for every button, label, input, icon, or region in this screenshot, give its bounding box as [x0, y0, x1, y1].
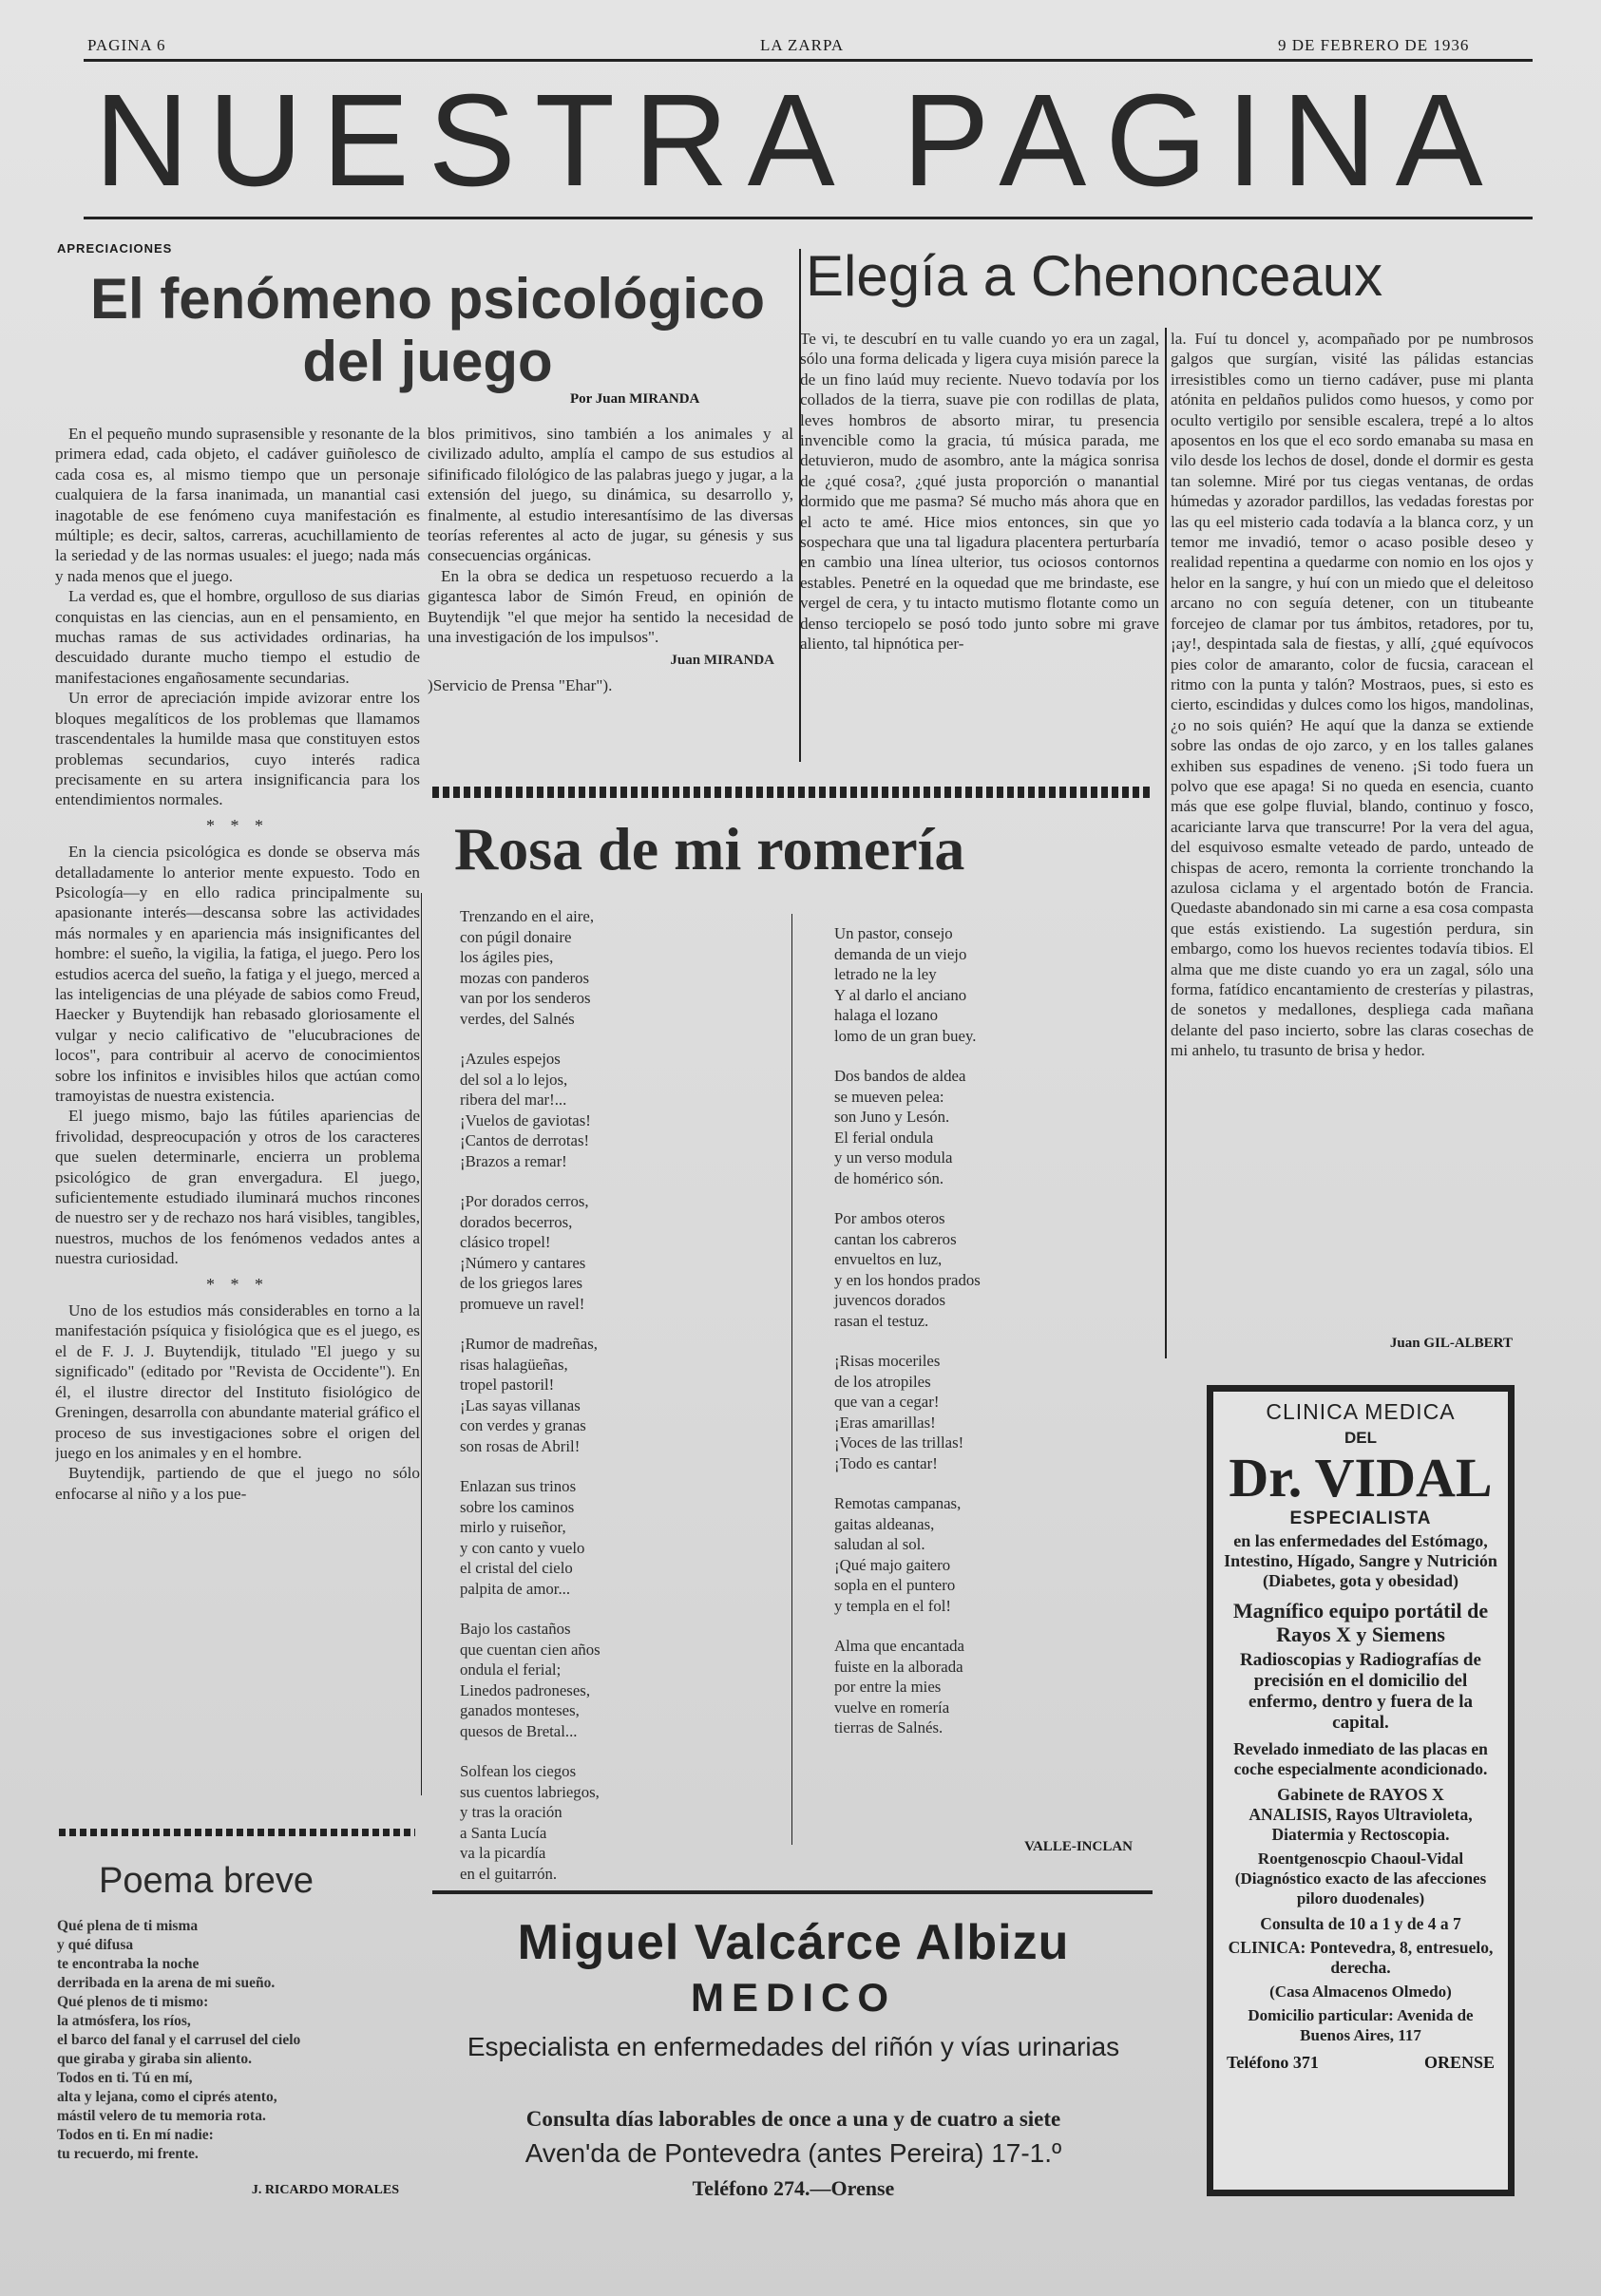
clinic-specialties: en las enfermedades del Estómago, Intestino, Hígado, Sangre y Nutrición (Diabetes, gota y obesidad) [1224, 1531, 1497, 1590]
verse-line: ribera del mar!... [460, 1091, 567, 1109]
verse-line: Trenzando en el aire, [460, 907, 595, 925]
verse-line: ¡Risas moceriles [834, 1352, 941, 1370]
verse-line: van por los senderos [460, 989, 591, 1007]
clinic-heading: CLINICA MEDICA [1266, 1399, 1456, 1424]
verse-line: Bajo los castaños [460, 1620, 571, 1638]
dashed-separator [432, 787, 1150, 798]
verse-line: ¡Eras amarillas! [834, 1413, 936, 1432]
column-divider [421, 893, 422, 1795]
verse-line: ¡Qué majo gaitero [834, 1555, 951, 1574]
ad-profession: MEDICO [691, 1975, 896, 2020]
verse-line: y en los hondos prados [834, 1270, 981, 1289]
verse-line: y con canto y vuelo [460, 1538, 585, 1557]
ad-phone: Teléfono 274.—Orense [692, 2176, 895, 2200]
verse-line: ¡Las sayas villanas [460, 1395, 581, 1414]
verse-line: sus cuentos labriegos, [460, 1782, 600, 1801]
verse-line: Y al darlo el anciano [834, 985, 967, 1004]
rosa-column-1 [460, 906, 773, 1904]
elegia-column-1: Te vi, te descubrí en tu valle cuando yo era un zagal, sólo una forma delicada y ligera cuya misión parece la de un fino laúd muy reciente. Nuevo todavía por los collados de la tierra, suave pie con rodillas de plata, leves hombros de absorto mirar, tu presencia invencible como la gracia, tú música parada, me detuvieron, mudo de asombro, ante la mágica sonrisa de ¿qué cosa?, ¿qué justa proporción o manantial dormido que me pasma? Sé mucho más ahora que en el acto te amé. Hice mios entonces, sin que yo sospechara que una tal ligadura placentera perturbaría en cambio una línea ulterior, tus ociosos contornos estables. Penetré en la oquedad que me brindaste, ese vergel de cera, y tu intacto mutismo flotante como un denso terciopelo se posó todo junto sobre mi grave aliento, tal hipnótica per- [800, 330, 1159, 654]
stanza [834, 1493, 1148, 1616]
dashed-separator [59, 1829, 415, 1836]
ad-address: Aven'da de Pontevedra (antes Pereira) 17-1.º [524, 2138, 1062, 2168]
verse-line: ¡Por dorados cerros, [460, 1192, 589, 1210]
paragraph: En la obra se dedica un respetuoso recuerdo a la gigantesca labor de Simón Freud, en opinión de Buytendijk "el que mejor ha sentido la necesidad de una investigación de los impulsos". [428, 566, 793, 647]
verse-line: cantan los cabreros [834, 1229, 957, 1248]
elegia-column-2: la. Fuí tu doncel y, acompañado por pe numbrosos galgos que surgían, visité las pálidas estancias irresistibles como un tierno cadáver, puse mi planta atónita en peldaños pulidos como huesos, y como por oculto vertigilo por sensible escalera, trepé a lo altos aposentos en los que el eco sordo emanaba su masa en vilo desde los lechos de dosel, donde el dormir es gesta tan solemne. Miré por tus ciegas ventanas, de ordas húmedas y azorador pardillos, las vedadas forestas por las qu eel misterio cada todavía a la blanca corz, y un temor me invadió, temor o acaso posible deseo y realidad repentina a quedarme con nomio en los ojos y helor en la sangre, y huí con un miedo que el deleitoso arcano no con seguía detener, con un titubeante forcejeo de clamar por tus ámbitos, retadores, por tu, ¡ay!, despintada sala de fiestas, y allí, ¿qué equívocos pies color de amaranto, color de fucsia, caracean el ritmo con la punta y talón? Mostraos, pues, si esto es cierto, escindidas y dulces como los higos, mandolinas, ¿o no sois quién? He aquí que la danza se extiende sobre las ondas de ojo zarco, y en los talles galanes exhiben sus espadines de veneno. ¡Si todo fuera un polvo que ese apaga! Si no queda en esencia, cuanto más que ese golpe fluvial, blando, continuo y fosco, acariciante larva que transcurre! Por la vera del agua, del esquivoso esmalte veteado de pardo, unteado de chispas de acero, remonta la corriente tronchando la azulosa ciclama y el argentado botón de Francia. Quedaste abandonado sin mi carne a esa cosa compasta que estás existiendo. La sugestión perdura, sin embargo, como los huevos recientes todavía tibios. El alma que me diste cuando yo era un zagal, sólo una forma, fatídico encantamiento de cresterías y pilastras, de sonetos y medallones, despliega cada mañana delante del paso incierto, sobre las claras cosechas de mi anhelo, tu trasunto de brisa y hedor. [1171, 330, 1534, 1060]
article-title: El fenómeno psicológico del juego [89, 267, 766, 393]
article-signature: Juan MIRANDA [670, 653, 774, 669]
verse-line: sopla en el puntero [834, 1576, 956, 1594]
poem-line: mástil velero de tu memoria rota. [57, 2108, 266, 2124]
verse-line: que cuentan cien años [460, 1640, 600, 1659]
poem-line: la atmósfera, los ríos, [57, 2013, 191, 2029]
paragraph: Un error de apreciación impide avizorar entre los bloques megalíticos de los problemas que llamamos trascendentales la humilde masa que constituyen estos problemas secundarios, cuyo interés radica precisamente en su artera insignificancia para los entendimientos normales. [55, 689, 420, 809]
clinic-xray-equipment: Magnífico equipo portátil de Rayos X y Siemens [1232, 1599, 1489, 1646]
verse-line: juvencos dorados [834, 1291, 945, 1309]
stanza [834, 1636, 1148, 1738]
clinic-home-address: Domicilio particular: Avenida de Buenos Aires, 117 [1248, 2006, 1474, 2044]
poem-line: Qué plena de ti misma [57, 1918, 199, 1934]
verse-line: por entre la mies [834, 1678, 942, 1696]
clinic-ad-box [1207, 1385, 1515, 2196]
verse-line: y un verso modula [834, 1148, 953, 1167]
verse-line: ganados monteses, [460, 1701, 580, 1719]
verse-line: ¡Todo es cantar! [834, 1453, 938, 1472]
verse-line: ¡Cantos de derrotas! [460, 1131, 590, 1149]
verse-line: ¡Vuelos de gaviotas! [460, 1110, 591, 1129]
verse-line: palpita de amor... [460, 1579, 571, 1598]
verse-line: ¡Voces de las trillas! [834, 1433, 964, 1452]
clinic-xray-office: Gabinete de RAYOS X [1277, 1785, 1444, 1804]
rosa-title: Rosa de mi romería [454, 815, 965, 882]
verse-line: El ferial ondula [834, 1128, 934, 1147]
poem-line: te encontraba la noche [57, 1956, 200, 1972]
masthead-rule [84, 217, 1533, 219]
poem-line: que giraba y giraba sin aliento. [57, 2051, 252, 2067]
verse-line: ¡Brazos a remar! [460, 1151, 567, 1170]
stanza [834, 1208, 1148, 1331]
clinic-roentgen: Roentgenoscpio Chaoul-Vidal (Diagnóstico exacto de las afecciones piloro duodenales) [1234, 1850, 1487, 1907]
poem-line: y qué difusa [57, 1937, 134, 1953]
verse-line: Linedos padroneses, [460, 1680, 591, 1699]
verse-line: de homérico són. [834, 1168, 944, 1187]
verse-line: son Juno y Lesón. [834, 1108, 950, 1126]
verse-line: en el guitarrón. [460, 1864, 558, 1883]
verse-line: Un pastor, consejo [834, 924, 953, 942]
verse-line: clásico tropel! [460, 1233, 551, 1251]
verse-line: mirlo y ruiseñor, [460, 1518, 566, 1536]
stanza [460, 1049, 773, 1171]
paragraph: El juego mismo, bajo las fútiles apariencias de frivolidad, despreocupación y otros de los caracteres que suelen determinarle, encierra un problema psicológico de gran envergadura. El juego, suficientemente estudiado iluminará muchos rincones de nuestro ser y de rechazo nos hará visibles, tangibles, nuestros, muchos de los fenómenos vedados antes a nuestra curiosidad. [55, 1107, 420, 1268]
verse-line: mozas con panderos [460, 968, 590, 987]
verse-line: va la picardía [460, 1844, 546, 1862]
verse-line: risas halagüeñas, [460, 1355, 568, 1374]
poem-line: derribada en la arena de mi sueño. [57, 1975, 276, 1991]
clinic-building: (Casa Almacenos Olmedo) [1269, 1983, 1452, 2001]
verse-line: Por ambos oteros [834, 1209, 945, 1227]
verse-line: rasan el testuz. [834, 1311, 929, 1330]
verse-line: de los griegos lares [460, 1274, 583, 1292]
verse-line: demanda de un viejo [834, 944, 967, 963]
verse-divider [791, 914, 792, 1845]
paragraph: En el pequeño mundo suprasensible y resonante de la primera edad, cada objeto, el cadáver guiñolesco de cada cosa es, al mismo tiempo que un personaje cualquiera de la farsa inanimada, un manantial casi inagotable de ese fenómeno cuya manifestación es múltiple; es decir, saltos, carreras, acuchillamiento de la seriedad y de las normas usuales: el juego; nada más y nada menos que el juego. [55, 425, 420, 585]
section-stars: * * * [206, 815, 269, 835]
verse-line: de los atropiles [834, 1372, 931, 1391]
article-column-1 [55, 424, 420, 1801]
verse-line: se mueven pelea: [834, 1087, 944, 1106]
poem-line: alta y lejana, como el ciprés atento, [57, 2089, 277, 2105]
page-number: PAGINA 6 [87, 36, 166, 54]
paragraph: blos primitivos, sino también a los animales y al civilizado adulto, amplía el campo de sus estudios al sifinificado filológico de las palabras juego y jugar, a la extensión del juego, su dinámica, su desarrollo y, finalmente, al estudio interesantísimo de las diversas teorías referentes al acto de jugar, su génesis y sus consecuencias orgánicas. [428, 425, 793, 565]
poem-line: el barco del fanal y el carrusel del cielo [57, 2032, 301, 2048]
stanza [460, 1334, 773, 1456]
poem-line: tu recuerdo, mi frente. [57, 2146, 199, 2162]
ad-doctor-name: Miguel Valcárce Albizu [517, 1915, 1070, 1970]
poem-line: Todos en ti. Tú en mí, [57, 2070, 193, 2086]
stanza [834, 1066, 1148, 1188]
verse-line: ¡Azules espejos [460, 1050, 561, 1068]
verse-line: sobre los caminos [460, 1497, 575, 1516]
clinic-phone: Teléfono 371 [1227, 2053, 1319, 2072]
verse-line: vuelve en romería [834, 1698, 950, 1717]
clinic-developing: Revelado inmediato de las placas en coche especialmente acondicionado. [1233, 1739, 1488, 1778]
clinic-footer [1213, 2047, 1508, 2073]
verse-line: y templa en el fol! [834, 1596, 952, 1615]
stanza [460, 906, 773, 1029]
clinic-city: ORENSE [1423, 2053, 1495, 2072]
clinic-doctor-name: Dr. VIDAL [1229, 1447, 1493, 1509]
verse-line: ¡Rumor de madreñas, [460, 1335, 598, 1353]
verse-line: Dos bandos de aldea [834, 1067, 966, 1085]
verse-line: con púgil donaire [460, 927, 572, 946]
verse-line: el cristal del cielo [460, 1559, 573, 1577]
verse-line: y tras la oración [460, 1803, 562, 1821]
verse-line: con verdes y granas [460, 1416, 586, 1434]
elegia-signature: Juan GIL-ALBERT [1389, 1336, 1513, 1351]
stanza [460, 1476, 773, 1599]
verse-line: ¡Número y cantares [460, 1253, 586, 1272]
verse-line: los ágiles pies, [460, 948, 554, 966]
poema-body [57, 1917, 418, 2164]
paragraph: La verdad es, que el hombre, orgulloso de sus diarias conquistas en las ciencias, aun en el pensamiento, en muchas ramas de sus actividades ordinarias, ha descuidado durante mucho tiempo el estudio de manifestaciones engañosamente secundarias. [55, 587, 420, 687]
verse-line: envueltos en luz, [834, 1250, 943, 1268]
poema-signature: J. RICARDO MORALES [251, 2183, 399, 2197]
verse-line: a Santa Lucía [460, 1823, 547, 1842]
ad-top-rule [432, 1890, 1153, 1894]
stanza [460, 1191, 773, 1314]
ad-hours: Consulta días laborables de once a una y de cuatro a siete [525, 2107, 1061, 2131]
verse-line: tropel pastoril! [460, 1376, 555, 1394]
clinic-specialist: ESPECIALISTA [1289, 1509, 1432, 1528]
newspaper-name: LA ZARPA [760, 36, 845, 54]
header-rule [84, 59, 1533, 62]
verse-line: gaitas aldeanas, [834, 1514, 935, 1533]
stanza [834, 923, 1148, 1046]
clinic-del: DEL [1344, 1429, 1377, 1447]
poema-title: Poema breve [99, 1861, 314, 1901]
article-byline: Por Juan MIRANDA [570, 391, 700, 407]
verse-line: Alma que encantada [834, 1637, 964, 1655]
verse-line: Remotas campanas, [834, 1494, 962, 1512]
verse-line: verdes, del Salnés [460, 1009, 575, 1028]
rosa-column-2 [834, 923, 1148, 1758]
column-divider [1165, 328, 1167, 1358]
verse-line: Solfean los ciegos [460, 1762, 577, 1780]
paragraph: Buytendijk, partiendo de que el juego no sólo enfocarse al niño y a los pue- [55, 1464, 420, 1503]
verse-line: lomo de un gran buey. [834, 1026, 977, 1045]
clinic-radiography: Radioscopias y Radiografías de precisión en el domicilio del enfermo, dentro y fuera de la capital. [1240, 1650, 1481, 1733]
verse-line: promueve un ravel! [460, 1294, 585, 1313]
ad-specialty: Especialista en enfermedades del riñón y vías urinarias [467, 2032, 1120, 2061]
elegia-title: Elegía a Chenonceaux [806, 244, 1383, 308]
verse-line: ondula el ferial; [460, 1660, 562, 1679]
verse-line: fuiste en la alborada [834, 1657, 963, 1676]
verse-line: del sol a lo lejos, [460, 1070, 568, 1089]
stanza [834, 1351, 1148, 1473]
article-column-2 [428, 424, 793, 695]
paragraph: En la ciencia psicológica es donde se observa más detalladamente lo anterior mente expuesto. Todo en Psicología—y en ello radica principalmente su apasionante interés—descansa sobre las actividades más normales y en apariencia más insignificantes del hombre: el sueño, la vigilia, la fatiga, el juego. Pero los estudios acerca del sueño, la fatiga y el juego, merced a las inteligencias de una pléyade de sabios como Freud, Haecker y Buytendijk han rebasado gloriosamente el vulgar y necio calificativo de "elucubraciones de locos", para contribuir al acervo de conocimientos sobre los infinitos e invisibles hilos que actúan como tramoyistas de nuestra existencia. [55, 843, 420, 1105]
poem-line: Qué plenos de ti mismo: [57, 1994, 209, 2010]
issue-date: 9 DE FEBRERO DE 1936 [1278, 36, 1470, 54]
rosa-signature: VALLE-INCLAN [1024, 1839, 1133, 1854]
verse-line: halaga el lozano [834, 1006, 939, 1024]
clinic-address: CLINICA: Pontevedra, 8, entresuelo, derecha. [1228, 1938, 1494, 1977]
clinic-hours: Consulta de 10 a 1 y de 4 a 7 [1260, 1914, 1461, 1933]
stanza [460, 1619, 773, 1741]
press-service-note: )Servicio de Prensa "Ehar"). [428, 675, 613, 694]
verse-line: dorados becerros, [460, 1212, 573, 1231]
verse-line: quesos de Bretal... [460, 1721, 578, 1740]
verse-line: tierras de Salnés. [834, 1718, 943, 1736]
verse-line: letrado ne la ley [834, 965, 937, 983]
paragraph: Uno de los estudios más considerables en torno a la manifestación psíquica y fisiológica que es el juego, es el de F. J. J. Buytendijk, titulado "El juego y su significado" (editado por "Revista de Occidente"). En él, el ilustre director del Instituto fisiológico de Greningen, desarrolla con abundante material gráfico el proceso de sus investigaciones sobre el origen del juego en los animales y en el hombre. [55, 1301, 420, 1462]
poem-line: Todos en ti. En mí nadie: [57, 2127, 214, 2143]
verse-line: Enlazan sus trinos [460, 1477, 577, 1495]
article-kicker: APRECIACIONES [57, 241, 173, 256]
masthead-title: NUESTRA PAGINA [94, 67, 1502, 214]
verse-line: saludan al sol. [834, 1535, 925, 1553]
section-stars: * * * [206, 1274, 269, 1294]
verse-line: son rosas de Abril! [460, 1436, 581, 1455]
verse-line: que van a cegar! [834, 1393, 940, 1411]
stanza [460, 1761, 773, 1884]
clinic-analysis: ANALISIS, Rayos Ultravioleta, Diatermia y Rectoscopia. [1248, 1805, 1473, 1844]
